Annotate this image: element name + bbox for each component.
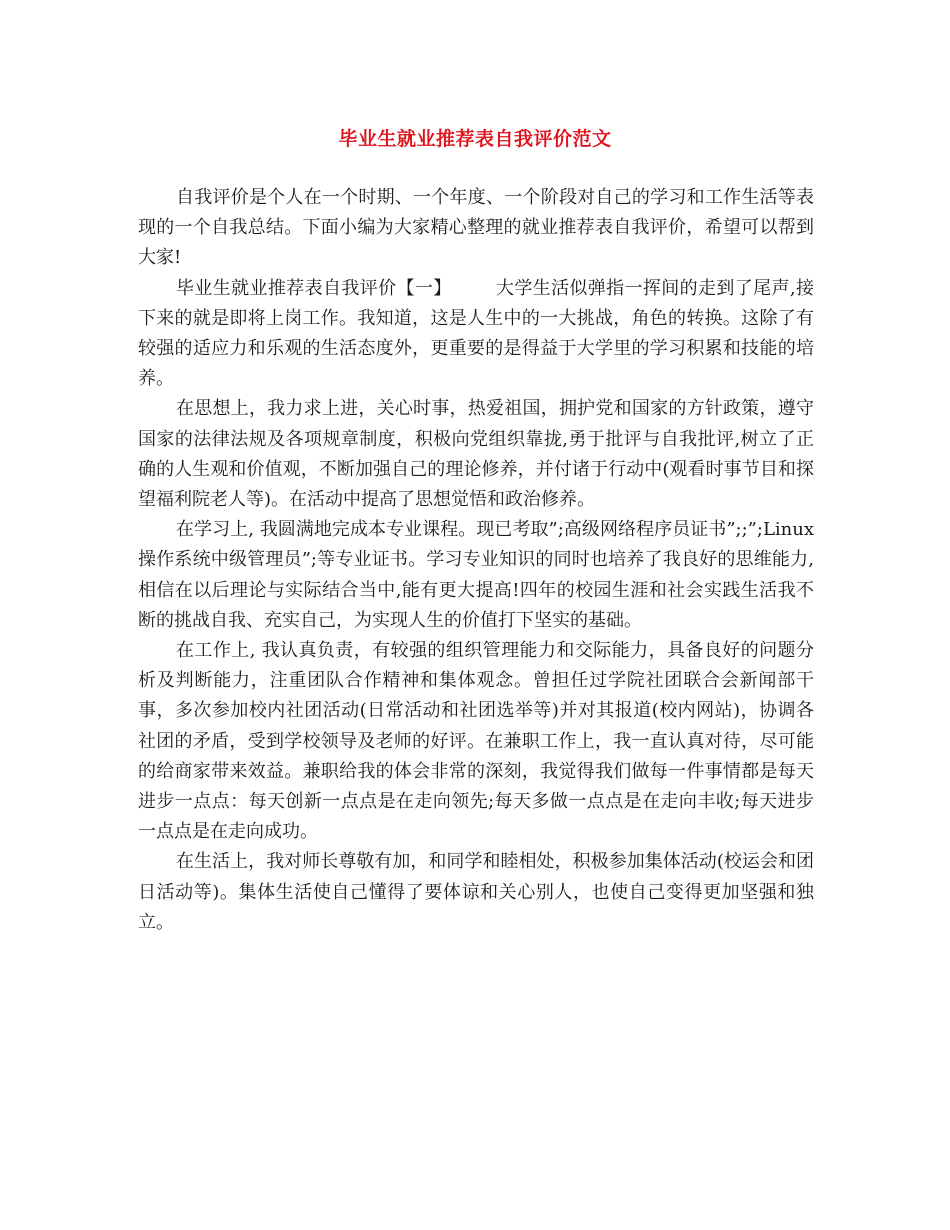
section-one-paragraph <box>138 274 814 395</box>
document-body <box>138 183 814 938</box>
section-one-text: 大学生活似弹指一挥间的走到了尾声,接下来的就是即将上岗工作。我知道，这是人生中的一大挑战，角色的转换。这除了有较强的适应力和乐观的生活态度外，更重要的是得益于大学里的学习积累和技能的培养。 <box>138 277 814 390</box>
document-title: 毕业生就业推荐表自我评价范文 <box>338 128 612 150</box>
intro-paragraph: 自我评价是个人在一个时期、一个年度、一个阶段对自己的学习和工作生活等表现的一个自我总结。下面小编为大家精心整理的就业推荐表自我评价，希望可以帮到大家! <box>138 187 814 269</box>
study-paragraph: 在学习上, 我圆满地完成本专业课程。现已考取”;高级网络程序员证书”;;”;Linux操作系统中级管理员”;等专业证书。学习专业知识的同时也培养了我良好的思维能力,相信在以后理论与实际结合当中,能有更大提高!四年的校园生涯和社会实践生活我不断的挑战自我、充实自己，为实现人生的价值打下坚实的基础。 <box>138 519 814 631</box>
life-paragraph: 在生活上，我对师长尊敬有加，和同学和睦相处，积极参加集体活动(校运会和团日活动等)。集体生活使自己懂得了要体谅和关心别人，也使自己变得更加坚强和独立。 <box>138 851 814 933</box>
thought-paragraph: 在思想上，我力求上进，关心时事，热爱祖国，拥护党和国家的方针政策，遵守国家的法律法规及各项规章制度，积极向党组织靠拢,勇于批评与自我批评,树立了正确的人生观和价值观，不断加强自己的理论修养，并付诸于行动中(观看时事节目和探望福利院老人等)。在活动中提高了思想觉悟和政治修养。 <box>138 398 814 511</box>
work-paragraph: 在工作上, 我认真负责，有较强的组织管理能力和交际能力，具备良好的问题分析及判断能力，注重团队合作精神和集体观念。曾担任过学院社团联合会新闻部干事，多次参加校内社团活动(日常活动和社团选举等)并对其报道(校内网站)，协调各社团的矛盾，受到学校领导及老师的好评。在兼职工作上，我一直认真对待，尽可能的给商家带来效益。兼职给我的体会非常的深刻，我觉得我们做每一件事情都是每天进步一点点：每天创新一点点是在走向领先;每天多做一点点是在走向丰收;每天进步一点点是在走向成功。 <box>138 640 814 843</box>
section-heading: 毕业生就业推荐表自我评价【一】 <box>176 277 452 299</box>
